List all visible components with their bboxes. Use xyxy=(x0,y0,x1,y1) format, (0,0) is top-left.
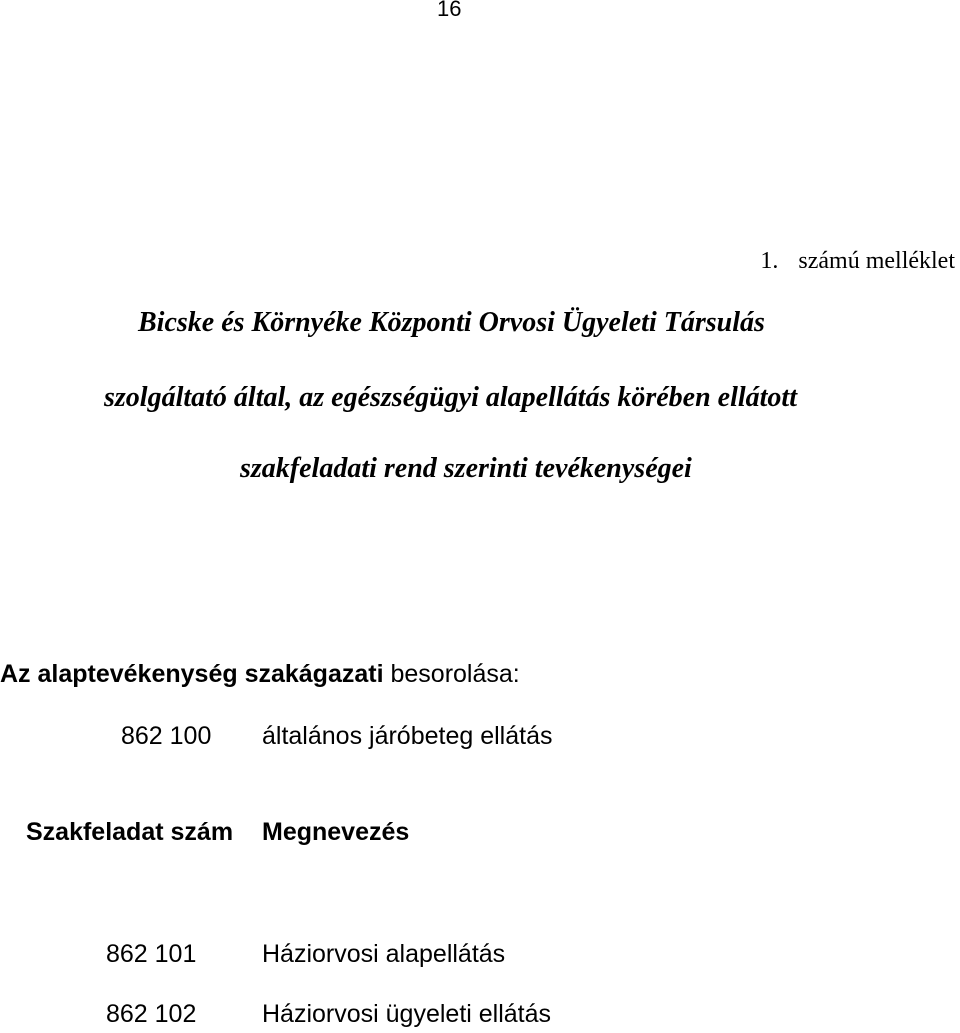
main-activity-description: általános járóbeteg ellátás xyxy=(262,722,553,750)
classification-label-bold: Az alaptevékenység szakágazati xyxy=(0,660,384,688)
classification-label xyxy=(0,660,520,689)
classification-label-regular: besorolása: xyxy=(383,660,520,688)
table-row-code: 862 102 xyxy=(106,1000,197,1028)
table-row-name: Háziorvosi ügyeleti ellátás xyxy=(262,1000,552,1028)
document-title-line-3: szakfeladati rend szerinti tevékenységei xyxy=(240,453,692,484)
annex-number: 1. xyxy=(760,248,779,274)
page-number: 16 xyxy=(437,0,462,21)
main-activity-code: 862 100 xyxy=(121,722,212,750)
document-title-line-2: szolgáltató által, az egészségügyi alapellátás körében ellátott xyxy=(104,382,797,413)
table-row-code: 862 101 xyxy=(106,940,197,968)
table-header-name: Megnevezés xyxy=(262,818,410,846)
annex-text: számú melléklet xyxy=(798,248,955,274)
annex-label xyxy=(760,248,955,275)
table-row-name: Háziorvosi alapellátás xyxy=(262,940,506,968)
table-header-code: Szakfeladat szám xyxy=(26,818,234,846)
document-title-line-1: Bicske és Környéke Központi Orvosi Ügyeleti Társulás xyxy=(138,307,765,338)
